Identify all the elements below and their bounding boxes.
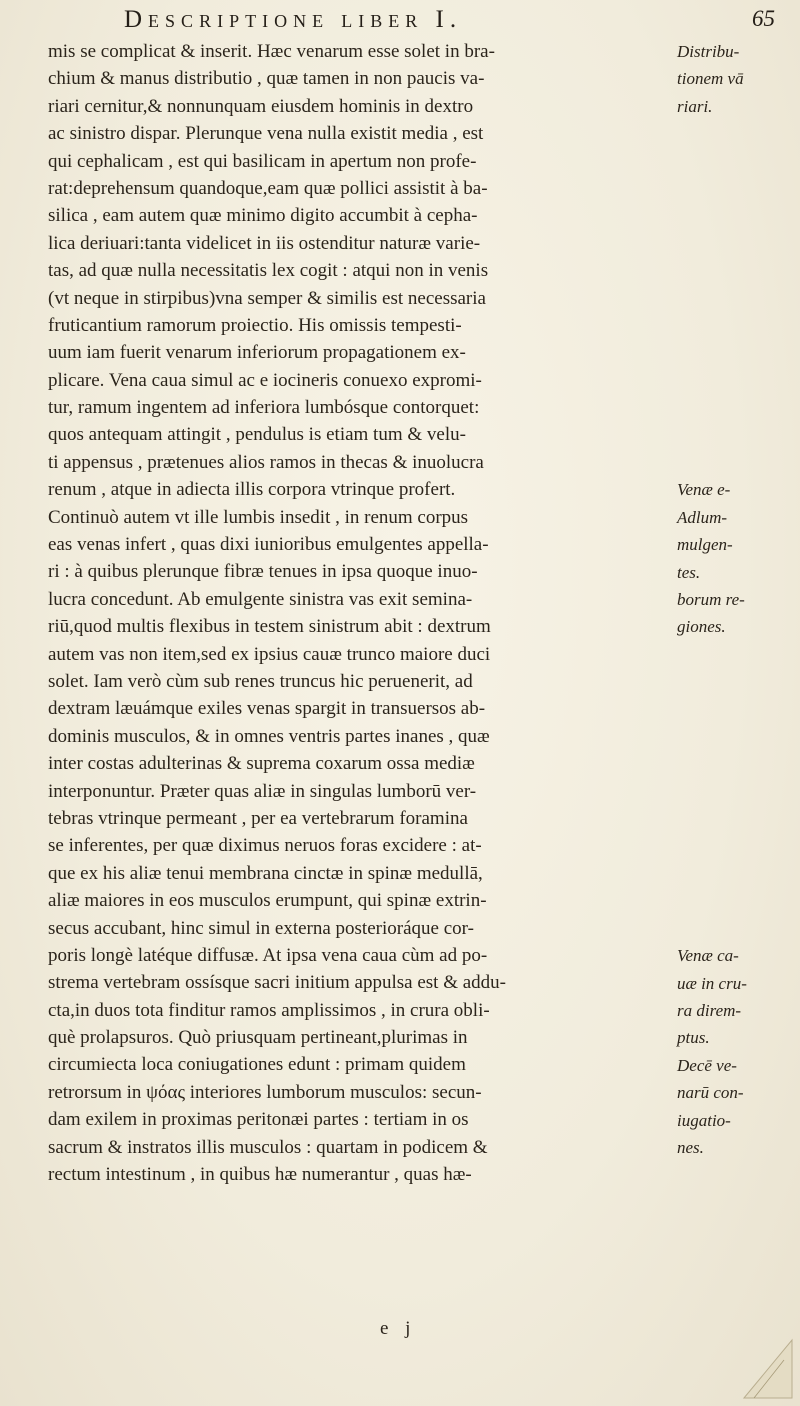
marginal-note: iugatio- [677,1110,731,1130]
marginal-note: riari. [677,96,713,116]
text-line: ti appensus , prætenues alios ramos in thecas & inuolucra [48,451,484,473]
text-line: sacrum & instratos illis musculos : quartam in podicem & [48,1136,488,1158]
text-line: aliæ maiores in eos musculos erumpunt, qui spinæ extrin- [48,890,487,912]
text-line: secus accubant, hinc simul in externa posterioráque cor- [48,917,474,939]
text-line: fruticantium ramorum proiectio. His omissis tempesti- [48,314,462,336]
text-line: ri : à quibus plerunque fibræ tenues in ipsa quoque inuo- [48,561,478,583]
text-line: tas, ad quæ nulla necessitatis lex cogit : atqui non in venis [48,260,489,282]
text-line: strema vertebram ossísque sacri initium appulsa est & addu- [48,972,506,994]
text-line: chium & manus distributio , quæ tamen in non paucis va- [48,68,485,90]
page-header [0,6,800,40]
running-head: Descriptione liber I. [124,6,463,33]
text-line: silica , eam autem quæ minimo digito accumbit à cepha- [48,205,478,227]
text-line: autem vas non item,sed ex ipsius cauæ trunco maiore duci [48,643,491,665]
marginal-note: Decē ve- [677,1055,737,1075]
signature-mark: e j [380,1318,417,1339]
text-line: lucra concedunt. Ab emulgente sinistra vas exit semina- [48,588,473,610]
page-corner-fold-icon [734,1310,794,1400]
marginal-note: nes. [677,1138,704,1157]
marginal-note: Venæ ca- [677,946,739,966]
text-line: interponuntur. Præter quas aliæ in singulas lumborū ver- [48,780,477,802]
text-line: solet. Iam verò cùm sub renes truncus hic peruenerit, ad [48,670,473,692]
text-line: qui cephalicam , est qui basilicam in apertum non profe- [48,150,477,172]
marginal-note: tes. [677,562,701,582]
marginal-note: narū con- [677,1083,744,1103]
marginal-note: ra direm- [677,1001,742,1020]
text-line: cta,in duos tota finditur ramos amplissimos , in crura obli- [48,999,490,1021]
text-line: renum , atque in adiecta illis corpora vtrinque profert. [48,479,456,501]
marginal-note: ptus. [677,1028,710,1048]
text-line: plicare. Vena caua simul ac e iocineris conuexo expromi- [48,369,482,391]
text-line: quos antequam attingit , pendulus is etiam tum & velu- [48,424,466,446]
text-line: que ex his aliæ tenui membrana cinctæ in spinæ medullā, [48,862,483,884]
text-line: rat:deprehensum quandoque,eam quæ pollici assistit à ba- [48,177,488,199]
text-line: poris longè latéque diffusæ. At ipsa vena caua cùm ad po- [48,944,488,966]
text-line: circumiecta loca coniugationes edunt : primam quidem [48,1054,466,1076]
text-line: eas venas infert , quas dixi iunioribus emulgentes appella- [48,534,489,556]
marginal-note: Adlum- [677,507,728,527]
text-line: (vt neque in stirpibus)vna semper & similis est necessaria [48,287,486,309]
text-line: inter costas adulterinas & suprema coxarum ossa mediæ [48,753,475,775]
text-line: tur, ramum ingentem ad inferiora lumbósque contorquet: [48,397,480,419]
marginal-note: uæ in cru- [677,973,747,993]
text-line: tebras vtrinque permeant , per ea vertebrarum foramina [48,807,468,829]
text-line: mis se complicat & inserit. Hæc venarum esse solet in bra- [48,41,495,62]
marginal-note: borum re- [677,590,745,609]
marginal-note: Venæ e- [677,480,731,500]
text-line: retrorsum in ψόας interiores lumborum musculos: secun- [48,1081,482,1103]
text-line: se inferentes, per quæ diximus neruos foras excidere : at- [48,835,482,857]
marginal-note: mulgen- [677,535,733,555]
marginal-note: Distribu- [677,42,740,61]
page-number: 65 [752,6,775,31]
text-line: què prolapsuros. Quò priusquam pertineant,plurimas in [48,1027,468,1049]
text-line: Continuò autem vt ille lumbis insedit , in renum corpus [48,506,469,528]
text-line: dominis musculos, & in omnes ventris partes inanes , quæ [48,725,490,747]
text-line: dam exilem in proximas peritonæi partes : tertiam in os [48,1109,469,1131]
text-line: uum iam fuerit venarum inferiorum propagationem ex- [48,342,466,364]
text-line: dextram læuámque exiles venas spargit in transuersos ab- [48,698,486,720]
text-line: lica deriuari:tanta videlicet in iis ostenditur naturæ varie- [48,232,481,254]
text-line: ac sinistro dispar. Plerunque vena nulla existit media , est [48,123,484,145]
marginal-note: giones. [677,617,726,637]
text-line: riari cernitur,& nonnunquam eiusdem hominis in dextro [48,95,474,117]
text-line: rectum intestinum , in quibus hæ numerantur , quas hæ- [48,1164,472,1186]
marginal-note: tionem vā [677,69,744,89]
text-line: riū,quod multis flexibus in testem sinistrum abit : dextrum [48,616,491,638]
marginal-notes [0,38,800,1358]
